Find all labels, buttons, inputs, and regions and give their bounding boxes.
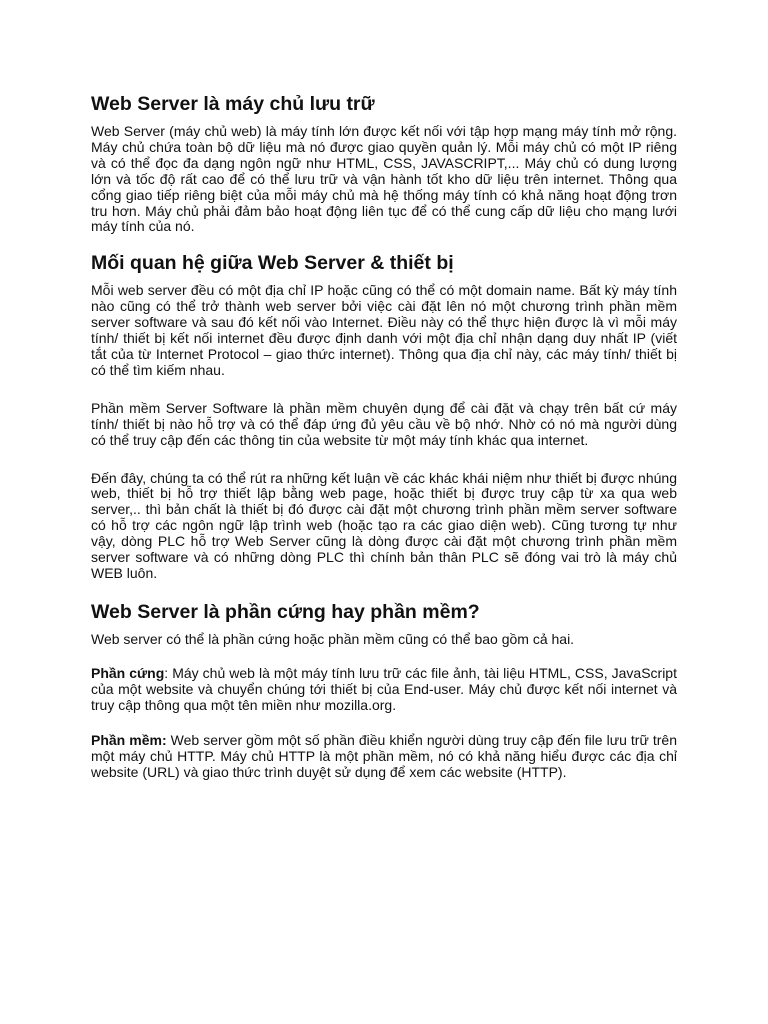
- paragraph-hardware: [91, 666, 677, 714]
- paragraph-ip-domain: Mỗi web server đều có một địa chỉ IP hoặc cũng có thể có một domain name. Bất kỳ máy tính nào cũng có thể trở thành web server bởi việc cài đặt lên nó một chương trình phần mềm server software và sau đó kết nối vào Internet. Điều này có thể thực hiện được là vì mỗi máy tính/ thiết bị kết nối internet đều được định danh với một địa chỉ nhận dạng duy nhất IP (viết tắt của từ Internet Protocol – giao thức internet). Thông qua địa chỉ này, các máy tính/ thiết bị có thể tìm kiếm nhau.: [91, 282, 677, 378]
- paragraph-web-server-definition: Web Server (máy chủ web) là máy tính lớn được kết nối với tập hợp mạng máy tính mở rộng. Máy chủ chứa toàn bộ dữ liệu mà nó được giao quyền quản lý. Mỗi máy chủ có một IP riêng và có thể đọc đa dạng ngôn ngữ như HTML, CSS, JAVASCRIPT,... Máy chủ có dung lượng lớn và tốc độ rất cao để có thể lưu trữ và vận hành tốt kho dữ liệu trên internet. Thông qua cổng giao tiếp riêng biệt của mỗi máy chủ mà hệ thống máy tính có khả năng hoạt động trơn tru hơn. Máy chủ phải đảm bảo hoạt động liên tục để có thể cung cấp dữ liệu cho mạng lưới máy tính của nó.: [91, 123, 677, 235]
- hardware-text: : Máy chủ web là một máy tính lưu trữ các file ảnh, tài liệu HTML, CSS, JavaScript của một website và chuyển chúng tới thiết bị của End-user. Máy chủ được kết nối internet và truy cập thông qua một tên miền như mozilla.org.: [91, 664, 677, 713]
- paragraph-software: [91, 733, 677, 781]
- document-page: [91, 92, 677, 803]
- software-label: Phần mềm:: [91, 732, 167, 749]
- software-text: Web server gồm một số phần điều khiển người dùng truy cập đến file lưu trữ trên một máy chủ HTTP. Máy chủ HTTP là một phần mềm, nó có khả năng hiểu được các địa chỉ website (URL) và giao thức trình duyệt sử dụng để xem các website (HTTP).: [91, 732, 678, 781]
- paragraph-conclusion-plc: Đến đây, chúng ta có thể rút ra những kết luận về các khác khái niệm như thiết bị được nhúng web, thiết bị hỗ trợ thiết lập bằng web page, hoặc thiết bị được truy cập từ xa qua web server,.. thì bản chất là thiết bị đó được cài đặt một chương trình phần mềm server software có hỗ trợ các ngôn ngữ lập trình web (hoặc tạo ra các giao diện web). Cũng tương tự như vậy, dòng PLC hỗ trợ Web Server cũng là dòng được cài đặt một chương trình phần mềm server software và có những dòng PLC thì chính bản thân PLC sẽ đóng vai trò là máy chủ WEB luôn.: [91, 469, 677, 581]
- heading-web-server-device-relation: Mối quan hệ giữa Web Server & thiết bị: [91, 252, 454, 275]
- hardware-label: Phần cứng: [91, 664, 165, 681]
- paragraph-hardware-software-intro: Web server có thể là phần cứng hoặc phần mềm cũng có thể bao gồm cả hai.: [91, 630, 575, 647]
- heading-hardware-or-software: Web Server là phần cứng hay phần mềm?: [91, 600, 480, 623]
- heading-web-server-storage: Web Server là máy chủ lưu trữ: [91, 93, 375, 115]
- paragraph-server-software: Phần mềm Server Software là phần mềm chuyên dụng để cài đặt và chạy trên bất cứ máy tính/ thiết bị nào hỗ trợ và có thể đáp ứng đủ yêu cầu về bộ nhớ. Nhờ có nó mà người dùng có thể truy cập đến các thông tin của website từ một máy tính khác qua internet.: [91, 399, 677, 448]
